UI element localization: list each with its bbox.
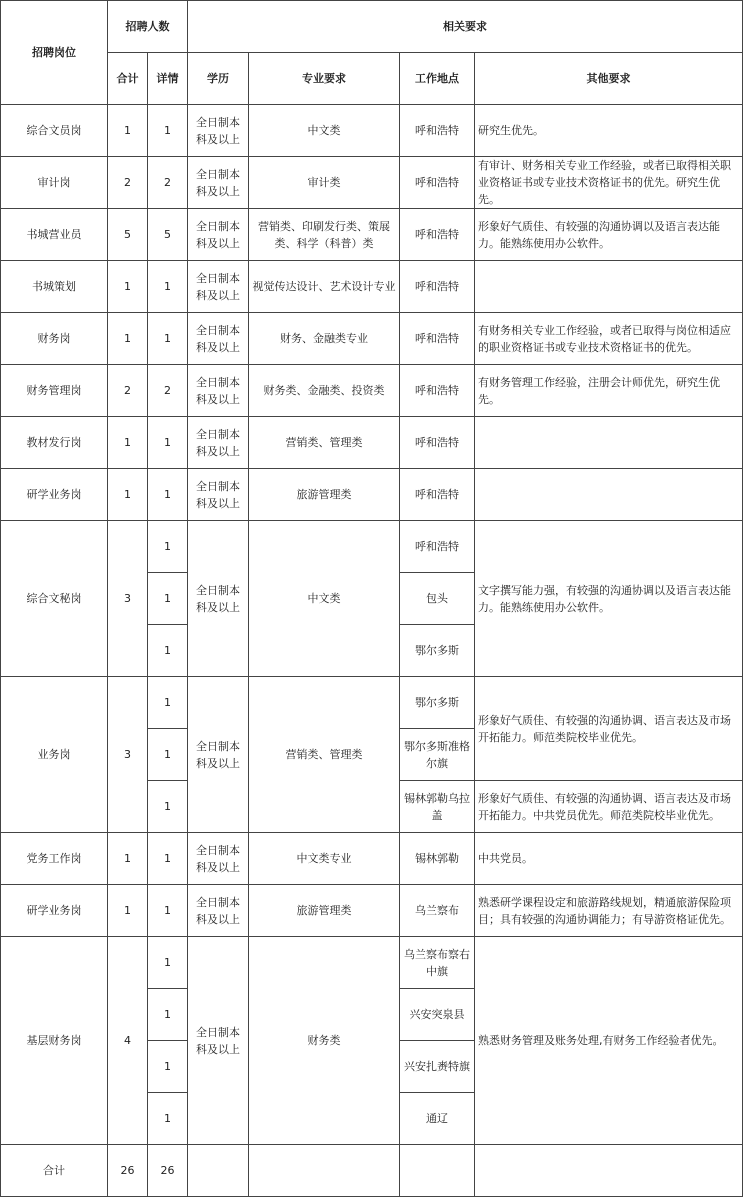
- education-cell: 全日制本科及以上: [188, 833, 249, 885]
- other-cell: 有财务相关专业工作经验，或者已取得与岗位相适应的职业资格证书或专业技术资格证书的优先。: [475, 313, 743, 365]
- location-cell: 呼和浩特: [400, 209, 475, 261]
- detail-cell: 5: [148, 209, 188, 261]
- detail-cell: 1: [148, 521, 188, 573]
- total-row: [1, 1145, 743, 1197]
- detail-cell: 1: [148, 677, 188, 729]
- table-row: [1, 885, 743, 937]
- location-cell: 呼和浩特: [400, 521, 475, 573]
- major-cell: 财务类: [249, 937, 400, 1145]
- other-cell: 研究生优先。: [475, 105, 743, 157]
- education-cell: 全日制本科及以上: [188, 469, 249, 521]
- education-cell: 全日制本科及以上: [188, 417, 249, 469]
- position-cell: 财务管理岗: [1, 365, 108, 417]
- table-row: [1, 833, 743, 885]
- education-cell: 全日制本科及以上: [188, 937, 249, 1145]
- table-row: [1, 521, 743, 573]
- empty-cell: [188, 1145, 249, 1197]
- position-cell: 教材发行岗: [1, 417, 108, 469]
- position-cell: 书城营业员: [1, 209, 108, 261]
- major-cell: 财务类、金融类、投资类: [249, 365, 400, 417]
- other-cell: [475, 261, 743, 313]
- major-cell: 中文类专业: [249, 833, 400, 885]
- position-cell: 综合文秘岗: [1, 521, 108, 677]
- position-cell: 业务岗: [1, 677, 108, 833]
- location-cell: 呼和浩特: [400, 469, 475, 521]
- total-cell: 1: [108, 469, 148, 521]
- position-cell: 研学业务岗: [1, 885, 108, 937]
- major-cell: 中文类: [249, 105, 400, 157]
- empty-cell: [475, 1145, 743, 1197]
- total-cell: 1: [108, 105, 148, 157]
- detail-cell: 1: [148, 469, 188, 521]
- major-cell: 中文类: [249, 521, 400, 677]
- education-cell: 全日制本科及以上: [188, 365, 249, 417]
- location-cell: 鄂尔多斯: [400, 677, 475, 729]
- location-cell: 呼和浩特: [400, 365, 475, 417]
- location-cell: 兴安扎赉特旗: [400, 1041, 475, 1093]
- detail-cell: 1: [148, 781, 188, 833]
- major-cell: 财务、金融类专业: [249, 313, 400, 365]
- location-cell: 呼和浩特: [400, 417, 475, 469]
- location-cell: 呼和浩特: [400, 261, 475, 313]
- header-total: 合计: [108, 53, 148, 105]
- position-cell: 财务岗: [1, 313, 108, 365]
- header-position: 招聘岗位: [1, 1, 108, 105]
- other-cell: 文字撰写能力强，有较强的沟通协调以及语言表达能力。能熟练使用办公软件。: [475, 521, 743, 677]
- detail-cell: 1: [148, 989, 188, 1041]
- position-cell: 书城策划: [1, 261, 108, 313]
- detail-cell: 1: [148, 937, 188, 989]
- header-other: 其他要求: [475, 53, 743, 105]
- education-cell: 全日制本科及以上: [188, 261, 249, 313]
- table-row: [1, 261, 743, 313]
- major-cell: 旅游管理类: [249, 885, 400, 937]
- table-row: [1, 313, 743, 365]
- education-cell: 全日制本科及以上: [188, 105, 249, 157]
- position-cell: 党务工作岗: [1, 833, 108, 885]
- detail-cell: 1: [148, 261, 188, 313]
- detail-cell: 1: [148, 885, 188, 937]
- total-cell: 2: [108, 157, 148, 209]
- major-cell: 营销类、管理类: [249, 677, 400, 833]
- detail-cell: 2: [148, 365, 188, 417]
- location-cell: 包头: [400, 573, 475, 625]
- total-cell: 1: [108, 885, 148, 937]
- education-cell: 全日制本科及以上: [188, 157, 249, 209]
- position-cell: 研学业务岗: [1, 469, 108, 521]
- major-cell: 旅游管理类: [249, 469, 400, 521]
- header-education: 学历: [188, 53, 249, 105]
- empty-cell: [249, 1145, 400, 1197]
- detail-cell: 1: [148, 833, 188, 885]
- detail-cell: 1: [148, 625, 188, 677]
- location-cell: 鄂尔多斯准格尔旗: [400, 729, 475, 781]
- total-cell: 5: [108, 209, 148, 261]
- position-cell: 审计岗: [1, 157, 108, 209]
- education-cell: 全日制本科及以上: [188, 521, 249, 677]
- major-cell: 营销类、印刷发行类、策展类、科学（科普）类: [249, 209, 400, 261]
- table-row: [1, 937, 743, 989]
- position-cell: 基层财务岗: [1, 937, 108, 1145]
- table-row: [1, 469, 743, 521]
- location-cell: 鄂尔多斯: [400, 625, 475, 677]
- table-row: [1, 365, 743, 417]
- table-row: [1, 677, 743, 729]
- other-cell: [475, 469, 743, 521]
- other-cell: [475, 417, 743, 469]
- location-cell: 兴安突泉县: [400, 989, 475, 1041]
- table-row: [1, 157, 743, 209]
- table-row: [1, 209, 743, 261]
- location-cell: 通辽: [400, 1093, 475, 1145]
- total-cell: 1: [108, 833, 148, 885]
- header-major: 专业要求: [249, 53, 400, 105]
- detail-cell: 1: [148, 1041, 188, 1093]
- detail-cell: 1: [148, 313, 188, 365]
- other-cell: 形象好气质佳、有较强的沟通协调、语言表达及市场开拓能力。师范类院校毕业优先。: [475, 677, 743, 781]
- other-cell: 有财务管理工作经验，注册会计师优先，研究生优先。: [475, 365, 743, 417]
- total-cell: 3: [108, 677, 148, 833]
- grand-detail: 26: [148, 1145, 188, 1197]
- major-cell: 视觉传达设计、艺术设计专业: [249, 261, 400, 313]
- other-cell: 熟悉财务管理及账务处理,有财务工作经验者优先。: [475, 937, 743, 1145]
- detail-cell: 1: [148, 417, 188, 469]
- education-cell: 全日制本科及以上: [188, 885, 249, 937]
- header-requirements-group: 相关要求: [188, 1, 743, 53]
- table-row: [1, 417, 743, 469]
- major-cell: 营销类、管理类: [249, 417, 400, 469]
- location-cell: 呼和浩特: [400, 157, 475, 209]
- header-count-group: 招聘人数: [108, 1, 188, 53]
- detail-cell: 1: [148, 573, 188, 625]
- education-cell: 全日制本科及以上: [188, 209, 249, 261]
- location-cell: 呼和浩特: [400, 105, 475, 157]
- other-cell: 形象好气质佳、有较强的沟通协调以及语言表达能力。能熟练使用办公软件。: [475, 209, 743, 261]
- other-cell: 熟悉研学课程设定和旅游路线规划，精通旅游保险项目；具有较强的沟通协调能力；有导游资格证优先。: [475, 885, 743, 937]
- total-cell: 2: [108, 365, 148, 417]
- location-cell: 锡林郭勒: [400, 833, 475, 885]
- grand-total: 26: [108, 1145, 148, 1197]
- header-location: 工作地点: [400, 53, 475, 105]
- other-cell: 有审计、财务相关专业工作经验，或者已取得相关职业资格证书或专业技术资格证书的优先。研究生优先。: [475, 157, 743, 209]
- total-cell: 4: [108, 937, 148, 1145]
- total-cell: 1: [108, 417, 148, 469]
- location-cell: 乌兰察布: [400, 885, 475, 937]
- detail-cell: 1: [148, 1093, 188, 1145]
- total-cell: 1: [108, 313, 148, 365]
- location-cell: 呼和浩特: [400, 313, 475, 365]
- detail-cell: 2: [148, 157, 188, 209]
- table-row: [1, 105, 743, 157]
- location-cell: 乌兰察布察右中旗: [400, 937, 475, 989]
- education-cell: 全日制本科及以上: [188, 677, 249, 833]
- detail-cell: 1: [148, 105, 188, 157]
- total-cell: 1: [108, 261, 148, 313]
- other-cell: 中共党员。: [475, 833, 743, 885]
- detail-cell: 1: [148, 729, 188, 781]
- total-label: 合计: [1, 1145, 108, 1197]
- position-cell: 综合文员岗: [1, 105, 108, 157]
- header-detail: 详情: [148, 53, 188, 105]
- major-cell: 审计类: [249, 157, 400, 209]
- empty-cell: [400, 1145, 475, 1197]
- education-cell: 全日制本科及以上: [188, 313, 249, 365]
- other-cell: 形象好气质佳、有较强的沟通协调、语言表达及市场开拓能力。中共党员优先。师范类院校毕业优先。: [475, 781, 743, 833]
- total-cell: 3: [108, 521, 148, 677]
- location-cell: 锡林郭勒乌拉盖: [400, 781, 475, 833]
